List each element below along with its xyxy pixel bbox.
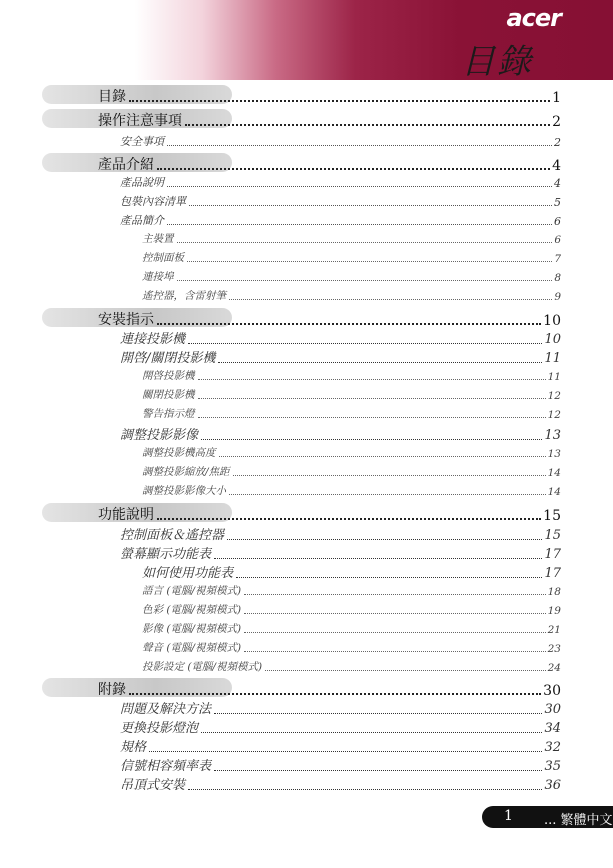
toc-page-number: 14	[547, 467, 561, 479]
leader-dots	[214, 713, 542, 714]
toc-label: 調整投影影像大小	[142, 485, 226, 497]
toc-label: 規格	[120, 740, 147, 755]
toc-entry-level-2[interactable]	[0, 131, 613, 149]
toc-entry-level-3[interactable]	[0, 248, 613, 266]
leader-dots	[229, 299, 552, 300]
toc-page-number: 14	[547, 486, 561, 498]
leader-dots	[198, 398, 546, 399]
toc-entry-level-3[interactable]	[0, 619, 613, 637]
toc-label: 安裝指示	[98, 312, 154, 328]
header-banner	[0, 0, 613, 80]
toc-entry-level-2[interactable]	[0, 697, 613, 715]
leader-dots	[129, 693, 541, 695]
leader-dots	[187, 261, 552, 262]
toc-page-number: 4	[554, 177, 561, 190]
leader-dots	[185, 124, 550, 126]
toc-page-number: 30	[543, 683, 561, 699]
toc-entry-level-3[interactable]	[0, 443, 613, 461]
toc-entry-level-1[interactable]	[0, 503, 613, 524]
toc-entry-level-2[interactable]	[0, 210, 613, 228]
page-number: 1	[504, 808, 513, 824]
toc-page-number: 2	[554, 136, 561, 149]
toc-entry-level-1[interactable]	[0, 153, 613, 174]
toc-page-number: 30	[544, 702, 561, 717]
toc-label: 控制面板	[142, 252, 184, 264]
leader-dots	[227, 539, 542, 540]
toc-page-number: 19	[547, 605, 561, 617]
toc-page-number: 18	[547, 586, 561, 598]
leader-dots	[157, 518, 541, 520]
toc-entry-level-2[interactable]	[0, 542, 613, 560]
leader-dots	[244, 613, 546, 614]
toc-page-number: 13	[547, 448, 561, 460]
leader-dots	[177, 280, 553, 281]
toc-page-number: 17	[544, 547, 561, 562]
toc-label: 螢幕顯示功能表	[120, 547, 212, 562]
toc-page-number: 2	[552, 114, 561, 130]
toc-page-number: 15	[544, 528, 561, 543]
leader-dots	[219, 456, 546, 457]
toc-page-number: 15	[543, 508, 561, 524]
toc-page-number: 24	[547, 662, 561, 674]
toc-entry-level-2[interactable]	[0, 523, 613, 541]
toc-page-number: 6	[554, 215, 561, 228]
toc-entry-level-2[interactable]	[0, 773, 613, 791]
toc-entry-level-3[interactable]	[0, 366, 613, 384]
leader-dots	[201, 439, 542, 440]
toc-page-number: 35	[544, 759, 561, 774]
toc-page-number: 6	[554, 234, 561, 246]
page-title: 目錄	[461, 42, 533, 82]
toc-label: 產品介紹	[98, 157, 154, 173]
leader-dots	[198, 417, 546, 418]
leader-dots	[244, 594, 546, 595]
toc-label: 信號相容頻率表	[120, 759, 212, 774]
toc-entry-level-3[interactable]	[0, 638, 613, 656]
toc-label: 問題及解決方法	[120, 702, 212, 717]
toc-page-number: 21	[547, 624, 561, 636]
toc-page-number: 9	[554, 291, 561, 303]
toc-label: 影像 (電腦/視頻模式)	[142, 623, 242, 635]
toc-entry-level-1[interactable]	[0, 678, 613, 699]
toc-entry-level-3[interactable]	[0, 600, 613, 618]
toc-page-number: 10	[544, 332, 561, 347]
toc-entry-level-3[interactable]	[0, 481, 613, 499]
toc-label: 色彩 (電腦/視頻模式)	[142, 604, 242, 616]
leader-dots	[214, 770, 542, 771]
toc-entry-level-1[interactable]	[0, 85, 613, 106]
toc-page-number: 8	[554, 272, 561, 284]
toc-page-number: 13	[544, 428, 561, 443]
toc-label: 包裝內容清單	[120, 195, 186, 208]
toc-entry-level-3[interactable]	[0, 581, 613, 599]
toc-label: 聲音 (電腦/視頻模式)	[142, 642, 242, 654]
toc-label: 連接投影機	[120, 332, 186, 347]
toc-entry-level-3[interactable]	[0, 267, 613, 285]
leader-dots	[167, 145, 552, 146]
leader-dots	[265, 670, 546, 671]
toc-label: 產品簡介	[120, 214, 164, 227]
leader-dots	[244, 651, 546, 652]
toc-page-number: 12	[547, 409, 561, 421]
leader-dots	[198, 379, 546, 380]
leader-dots	[236, 577, 542, 578]
leader-dots	[244, 632, 546, 633]
toc-label: 主裝置	[142, 233, 174, 245]
toc-page-number: 11	[544, 351, 561, 366]
toc-page-number: 34	[544, 721, 561, 736]
leader-dots	[177, 242, 553, 243]
toc-page-number: 23	[547, 643, 561, 655]
toc-entry-level-3[interactable]	[0, 404, 613, 422]
toc-label: 投影設定 (電腦/視頻模式)	[142, 661, 263, 673]
toc-label: 關閉投影機	[142, 389, 195, 401]
toc-label: 警告指示燈	[142, 408, 195, 420]
toc-label: 開啓投影機	[142, 370, 195, 382]
toc-entry-level-2[interactable]	[0, 191, 613, 209]
toc-label: 控制面板＆遙控器	[120, 528, 225, 543]
toc-entry-level-3[interactable]	[0, 462, 613, 480]
toc-entry-level-1[interactable]	[0, 308, 613, 329]
leader-dots	[157, 323, 541, 325]
toc-label: 吊頂式安裝	[120, 778, 186, 793]
toc-entry-level-3[interactable]	[0, 229, 613, 247]
leader-dots	[188, 789, 542, 790]
leader-dots	[157, 168, 550, 170]
toc-entry-level-3[interactable]	[0, 657, 613, 675]
leader-dots	[229, 494, 546, 495]
leader-dots	[167, 186, 552, 187]
toc-label: 安全事項	[120, 135, 164, 148]
toc-label: 遙控器，含雷射筆	[142, 290, 226, 302]
toc-page-number: 12	[547, 390, 561, 402]
toc-entry-level-3[interactable]	[0, 561, 613, 579]
toc-entry-level-2[interactable]	[0, 735, 613, 753]
toc-entry-level-2[interactable]	[0, 346, 613, 364]
toc-page-number: 32	[544, 740, 561, 755]
toc-label: 連接埠	[142, 271, 174, 283]
toc-page-number: 17	[544, 566, 561, 581]
toc-label: 調整投影縮放/焦距	[142, 466, 230, 478]
toc-label: 目錄	[98, 89, 126, 105]
toc-entry-level-2[interactable]	[0, 423, 613, 441]
acer-logo: acer	[506, 4, 561, 32]
toc-entry-level-3[interactable]	[0, 286, 613, 304]
toc-label: 產品說明	[120, 176, 164, 189]
leader-dots	[233, 475, 546, 476]
toc-entry-level-2[interactable]	[0, 327, 613, 345]
leader-dots	[188, 343, 542, 344]
page-footer	[482, 806, 613, 828]
toc-label: 如何使用功能表	[142, 566, 234, 581]
toc-entry-level-2[interactable]	[0, 754, 613, 772]
toc-label: 語言 (電腦/視頻模式)	[142, 585, 242, 597]
toc-page-number: 11	[547, 371, 561, 383]
toc-label: 調整投影影像	[120, 428, 199, 443]
toc-entry-level-1[interactable]	[0, 109, 613, 130]
leader-dots	[129, 100, 550, 102]
toc-entry-level-2[interactable]	[0, 716, 613, 734]
toc-label: 更換投影燈泡	[120, 721, 199, 736]
toc-label: 附錄	[98, 682, 126, 698]
leader-dots	[167, 224, 552, 225]
leader-dots	[149, 751, 542, 752]
language-label: ... 繁體中文	[544, 813, 613, 828]
toc-page-number: 5	[554, 196, 561, 209]
leader-dots	[218, 362, 542, 363]
leader-dots	[214, 558, 542, 559]
toc-page-number: 4	[552, 158, 561, 174]
toc-label: 開啓/關閉投影機	[120, 351, 216, 366]
leader-dots	[189, 205, 552, 206]
toc-label: 功能說明	[98, 507, 154, 523]
toc-entry-level-2[interactable]	[0, 172, 613, 190]
toc-page-number: 1	[552, 90, 561, 106]
toc-entry-level-3[interactable]	[0, 385, 613, 403]
toc-page-number: 7	[554, 253, 561, 265]
toc-label: 調整投影機高度	[142, 447, 216, 459]
toc-page-number: 10	[543, 313, 561, 329]
toc-label: 操作注意事項	[98, 113, 182, 129]
leader-dots	[201, 732, 542, 733]
toc-page-number: 36	[544, 778, 561, 793]
